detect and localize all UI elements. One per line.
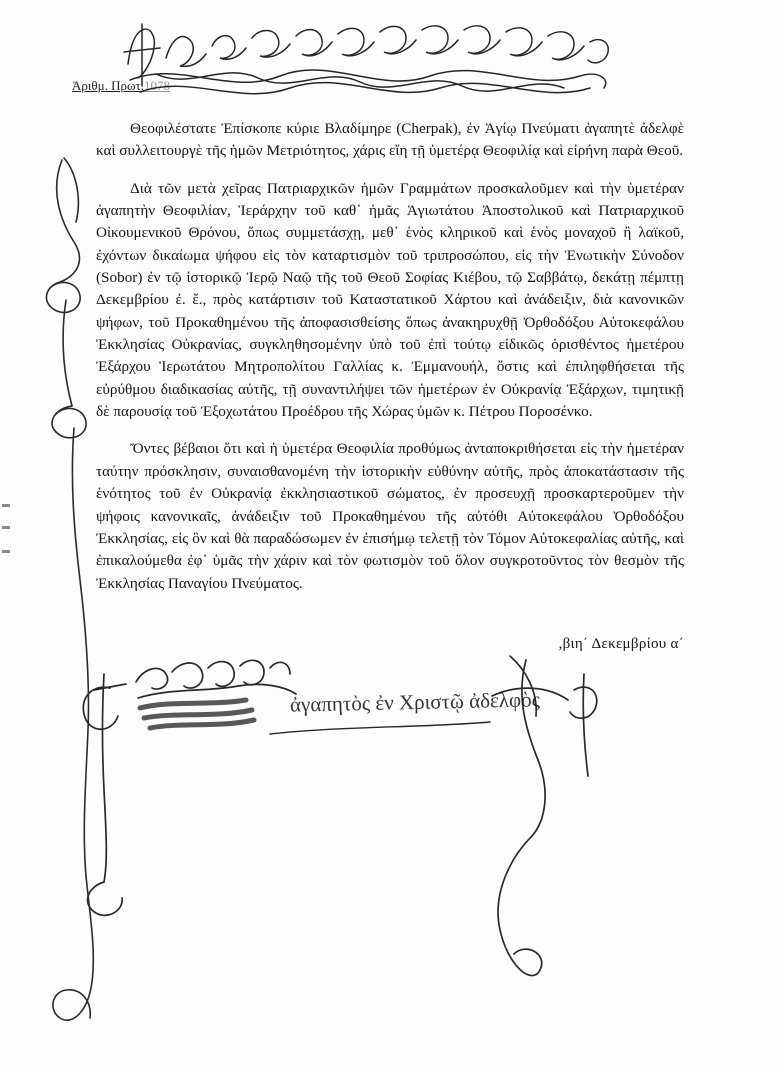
signature-caption: ἀγαπητὸς ἐν Χριστῷ ἀδελφὸς [289,687,541,717]
paragraph-invitation: Διὰ τῶν μετὰ χεῖρας Πατριαρχικῶν ἡμῶν Γραμμάτων προσκαλοῦμεν καὶ τὴν ὑμετέραν ἀγαπητὴν Θεοφιλίαν, Ἱεράρχην τοῦ καθ᾿ ἡμᾶς Ἁγιωτάτου Ἀποστολικοῦ καὶ Πατριαρχικοῦ Οἰκουμενικοῦ Θρόνου, ὅπως συμμετάσχῃ, μεθ᾿ ἑνὸς κληρικοῦ καὶ ἑνὸς μοναχοῦ ἢ λαϊκοῦ, ἐχόντων δικαίωμα ψήφου εἰς τὸν καταρτισμὸν τοῦ τριπροσώπου, εἰς τὴν Ἑνωτικὴν Σύνοδον (Sobor) ἐν τῷ ἱστορικῷ Ἱερῷ Ναῷ τῆς τοῦ Θεοῦ Σοφίας Κιέβου, τῷ Σαββάτῳ, δεκάτῃ πέμπτῃ Δεκεμβρίου ἐ. ἔ., πρὸς κατάρτισιν τοῦ Καταστατικοῦ Χάρτου καὶ ἀνάδειξιν, διὰ κανονικῶν ψήφων, τοῦ Προκαθημένου τῆς ἀποφασισθείσης ὅπως ἀνακηρυχθῇ Ὀρθοδόξου Αὐτοκεφάλου Ἐκκλησίας Οὐκρανίας, συγκληθησομένην ὑπὸ τοῦ ἐπὶ τούτῳ εἰδικῶς ὁρισθέντος ἡμετέρου Ἐξάρχου Ἱερωτάτου Μητροπολίτου Γαλλίας κ. Ἐμμανουήλ, ὅστις καὶ ἐπιληφθήσεται τῆς εὐρύθμου διαδικασίας αὐτῆς, τῇ συναντιλήψει τῶν ἡμετέρων ἐν Οὐκρανίᾳ Ἐξάρχων, τιμητικῇ δὲ παρουσίᾳ τοῦ Ἐξοχωτάτου Προέδρου τῆς Χώρας ὑμῶν κ. Πέτρου Ποροσένκο. [96,179,684,421]
reference-number-line [72,78,170,94]
date-line: ,βιη΄ Δεκεμβρίου α΄ [558,636,684,652]
letter-body [96,118,684,610]
reference-number: 1078 [143,78,170,93]
paragraph-greeting: Θεοφιλέστατε Ἐπίσκοπε κύριε Βλαδίμηρε (Cherpak), ἐν Ἁγίῳ Πνεύματι ἀγαπητὲ ἀδελφὲ καὶ συλλειτουργὲ τῆς ἡμῶν Μετριότητος, χάρις εἴη τῇ ὑμετέρᾳ Θεοφιλίᾳ καὶ εἰρήνη παρὰ Θεοῦ. [96,120,684,160]
scan-edge-marks [0,500,14,560]
header-handwriting-scrawl [120,18,620,98]
reference-label: Ἀριθμ. Πρωτ. [72,78,144,93]
paragraph-closing: Ὄντες βέβαιοι ὅτι καὶ ἡ ὑμετέρα Θεοφιλία προθύμως ἀνταποκριθήσεται εἰς τὴν ἡμετέραν ταύτην πρόσκλησιν, συναισθανομένη τὴν ἱστορικὴν εὐθύνην αὐτῆς, πρὸς ἀποκατάστασιν τῆς ἑνότητος τοῦ ἐν Οὐκρανίᾳ ἐκκλησιαστικοῦ σώματος, ἐν προσευχῇ προσκαρτεροῦμεν τὴν ψήφοις κανονικαῖς, ἀνάδειξιν τοῦ Προκαθημένου τῆς αὐτόθι Αὐτοκεφάλου Ὀρθοδόξου Ἐκκλησίας, εἰς ὃν καὶ θὰ παραδώσωμεν ἐν ἐπισήμῳ τελετῇ τὸν Τόμον Αὐτοκεφαλίας αὐτῆς, καὶ ἐπικαλούμεθα ἐφ᾿ ὑμᾶς τὴν χάριν καὶ τὸν φωτισμὸν τοῦ ὅλον συγκροτοῦντος τὸν θεσμὸν τῆς Ἐκκλησίας Παναγίου Πνεύματος. [96,440,684,592]
